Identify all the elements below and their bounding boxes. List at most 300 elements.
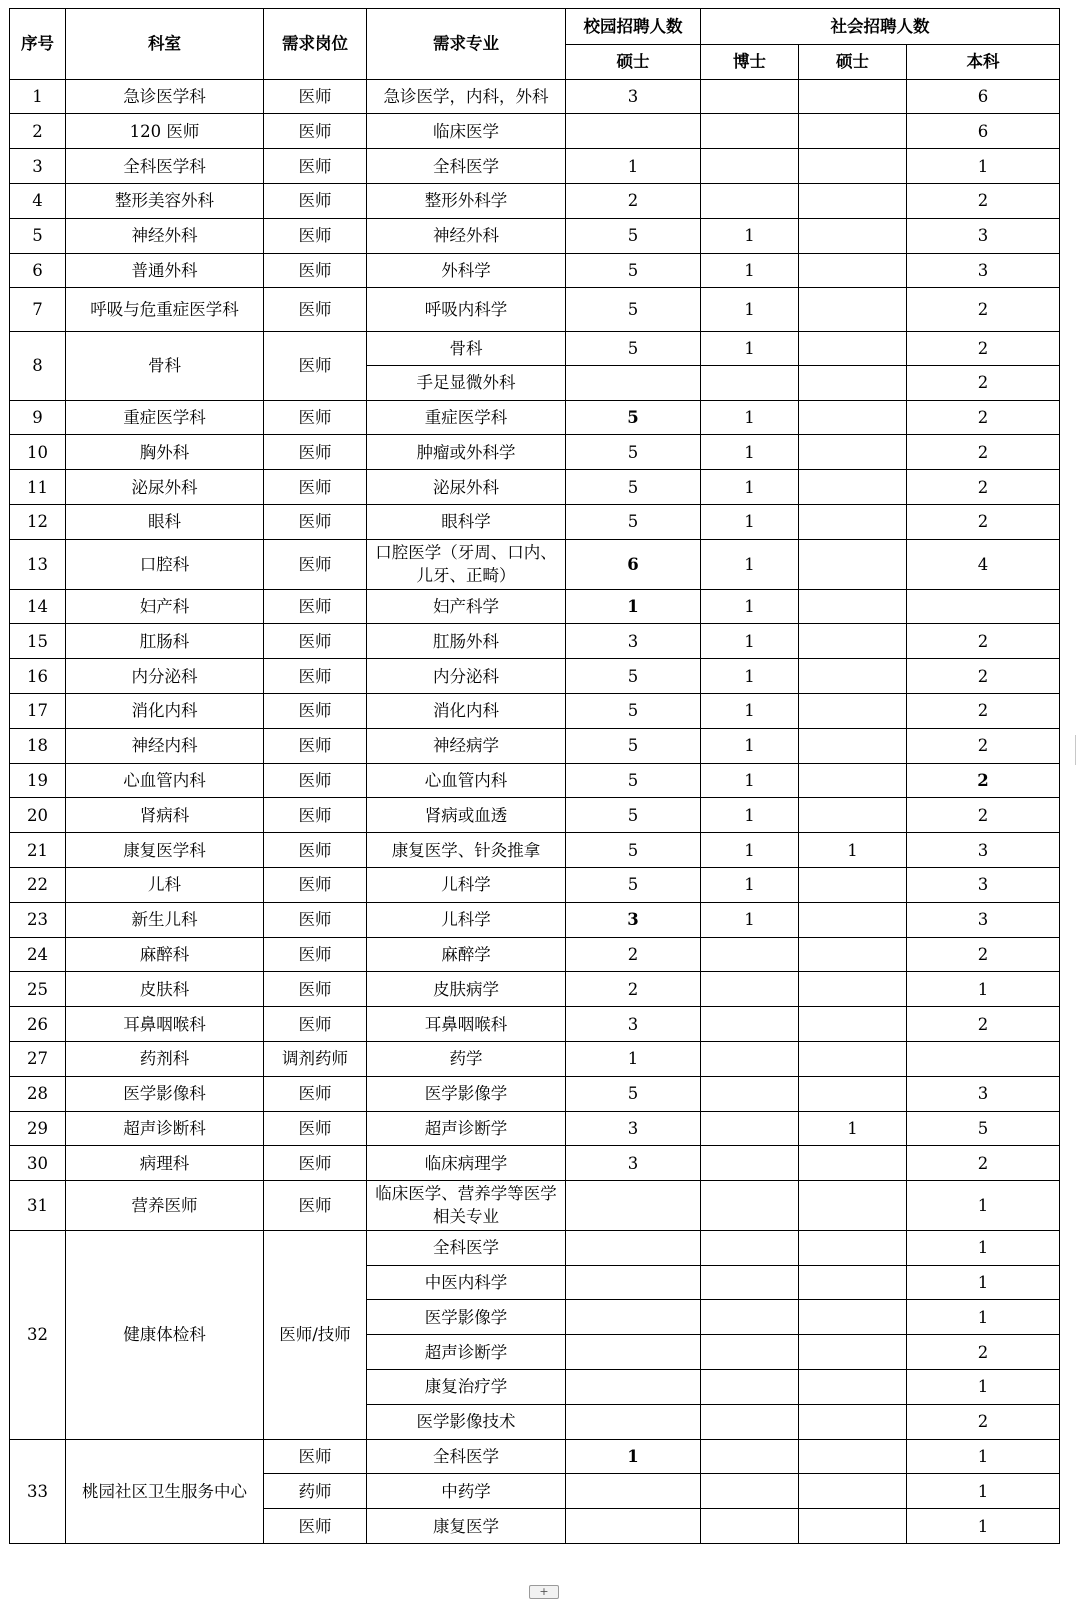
cell-seq: 21 (10, 833, 66, 868)
cell-post: 医师 (264, 624, 367, 659)
cell-post: 医师 (264, 937, 367, 972)
cell-campus-master: 1 (566, 589, 701, 624)
cell-social-bachelor: 2 (907, 798, 1060, 833)
cell-social-doctor (701, 1041, 799, 1076)
cell-social-master (799, 1439, 907, 1474)
cell-social-bachelor (907, 589, 1060, 624)
cell-post: 医师 (264, 972, 367, 1007)
header-social-bachelor: 本科 (907, 44, 1060, 79)
cell-dept: 病理科 (66, 1146, 264, 1181)
cell-campus-master: 5 (566, 659, 701, 694)
cell-social-bachelor: 5 (907, 1111, 1060, 1146)
table-row (10, 763, 1060, 798)
cell-social-doctor: 1 (701, 867, 799, 902)
cell-social-doctor (701, 972, 799, 1007)
cell-social-bachelor: 3 (907, 1076, 1060, 1111)
cell-post: 医师 (264, 867, 367, 902)
cell-major: 耳鼻咽喉科 (367, 1007, 566, 1042)
cell-dept: 儿科 (66, 867, 264, 902)
cell-dept: 皮肤科 (66, 972, 264, 1007)
cell-social-master (799, 972, 907, 1007)
cell-major: 康复医学、针灸推拿 (367, 833, 566, 868)
cell-dept: 整形美容外科 (66, 183, 264, 218)
cell-seq: 10 (10, 435, 66, 470)
cell-social-doctor (701, 149, 799, 184)
table-row (10, 1007, 1060, 1042)
cell-social-master (799, 149, 907, 184)
cell-seq: 9 (10, 400, 66, 435)
cell-seq: 18 (10, 728, 66, 763)
cell-social-master (799, 589, 907, 624)
cell-campus-master: 1 (566, 149, 701, 184)
cell-dept: 耳鼻咽喉科 (66, 1007, 264, 1042)
table-row (10, 1439, 1060, 1474)
cell-dept: 神经内科 (66, 728, 264, 763)
cell-social-master (799, 728, 907, 763)
header-social-doctor: 博士 (701, 44, 799, 79)
cell-social-bachelor: 1 (907, 1230, 1060, 1265)
cell-social-master (799, 624, 907, 659)
cell-dept: 营养医师 (66, 1181, 264, 1231)
cell-social-bachelor: 2 (907, 435, 1060, 470)
cell-seq: 25 (10, 972, 66, 1007)
cell-dept: 眼科 (66, 505, 264, 540)
header-social-group: 社会招聘人数 (701, 9, 1060, 45)
cell-seq: 31 (10, 1181, 66, 1231)
cell-social-master (799, 365, 907, 400)
table-row (10, 1041, 1060, 1076)
cell-social-master (799, 937, 907, 972)
cell-dept: 麻醉科 (66, 937, 264, 972)
cell-dept: 神经外科 (66, 218, 264, 253)
cell-social-bachelor: 2 (907, 659, 1060, 694)
cell-post: 医师 (264, 1439, 367, 1474)
cell-major: 整形外科学 (367, 183, 566, 218)
cell-campus-master: 5 (566, 332, 701, 366)
cell-major: 口腔医学（牙周、口内、儿牙、正畸） (367, 539, 566, 589)
cell-seq: 13 (10, 539, 66, 589)
cell-campus-master: 2 (566, 937, 701, 972)
cell-social-master (799, 798, 907, 833)
cell-seq: 16 (10, 659, 66, 694)
cell-social-bachelor: 1 (907, 1181, 1060, 1231)
cell-major: 儿科学 (367, 867, 566, 902)
cell-major: 呼吸内科学 (367, 288, 566, 332)
cell-social-bachelor: 3 (907, 253, 1060, 288)
cell-post: 医师 (264, 589, 367, 624)
cell-major: 中药学 (367, 1474, 566, 1509)
cell-major: 药学 (367, 1041, 566, 1076)
cell-campus-master (566, 1335, 701, 1370)
cell-social-master (799, 1370, 907, 1405)
cell-social-master (799, 183, 907, 218)
cell-social-bachelor: 2 (907, 288, 1060, 332)
cell-dept: 胸外科 (66, 435, 264, 470)
cell-major: 肾病或血透 (367, 798, 566, 833)
cell-dept: 口腔科 (66, 539, 264, 589)
cell-seq: 15 (10, 624, 66, 659)
cell-campus-master (566, 1265, 701, 1300)
cell-major: 外科学 (367, 253, 566, 288)
table-row (10, 902, 1060, 937)
cell-social-master (799, 470, 907, 505)
table-row (10, 1111, 1060, 1146)
cell-post: 医师 (264, 288, 367, 332)
cell-social-bachelor: 1 (907, 1265, 1060, 1300)
cell-social-master (799, 505, 907, 540)
cell-major: 神经外科 (367, 218, 566, 253)
cell-major: 中医内科学 (367, 1265, 566, 1300)
cell-social-doctor: 1 (701, 470, 799, 505)
cell-social-master: 1 (799, 1111, 907, 1146)
table-row (10, 183, 1060, 218)
cell-major: 内分泌科 (367, 659, 566, 694)
cell-seq: 30 (10, 1146, 66, 1181)
cell-campus-master: 3 (566, 1111, 701, 1146)
cell-social-doctor: 1 (701, 539, 799, 589)
cell-social-doctor: 1 (701, 659, 799, 694)
cell-seq: 19 (10, 763, 66, 798)
cell-social-master (799, 1007, 907, 1042)
cell-seq: 2 (10, 114, 66, 149)
cell-campus-master: 3 (566, 1146, 701, 1181)
cell-campus-master: 1 (566, 1439, 701, 1474)
cell-social-master (799, 1181, 907, 1231)
cell-major: 医学影像技术 (367, 1404, 566, 1439)
cell-major: 神经病学 (367, 728, 566, 763)
cell-major: 眼科学 (367, 505, 566, 540)
cell-post: 医师 (264, 400, 367, 435)
cell-seq: 26 (10, 1007, 66, 1042)
cell-post: 医师 (264, 659, 367, 694)
table-row (10, 1146, 1060, 1181)
cell-social-master (799, 659, 907, 694)
cell-social-bachelor: 6 (907, 114, 1060, 149)
cell-seq: 24 (10, 937, 66, 972)
cell-campus-master: 5 (566, 798, 701, 833)
cell-social-bachelor: 2 (907, 1007, 1060, 1042)
cell-social-master (799, 1041, 907, 1076)
cell-social-master (799, 1146, 907, 1181)
cell-seq: 11 (10, 470, 66, 505)
cell-seq: 7 (10, 288, 66, 332)
cell-major: 骨科 (367, 332, 566, 366)
cell-post: 医师 (264, 902, 367, 937)
cell-social-bachelor: 3 (907, 902, 1060, 937)
cell-dept: 泌尿外科 (66, 470, 264, 505)
cell-dept: 药剂科 (66, 1041, 264, 1076)
cell-post: 医师 (264, 505, 367, 540)
cell-social-doctor: 1 (701, 833, 799, 868)
cell-campus-master: 5 (566, 833, 701, 868)
cell-social-master (799, 114, 907, 149)
table-row (10, 332, 1060, 366)
cell-campus-master: 1 (566, 1041, 701, 1076)
cell-post: 医师 (264, 332, 367, 401)
cell-campus-master: 5 (566, 288, 701, 332)
cell-social-bachelor (907, 1041, 1060, 1076)
table-row (10, 114, 1060, 149)
cell-major: 肛肠外科 (367, 624, 566, 659)
table-row (10, 79, 1060, 114)
cell-social-bachelor: 2 (907, 183, 1060, 218)
cell-social-master (799, 867, 907, 902)
cell-campus-master: 5 (566, 470, 701, 505)
cell-social-bachelor: 6 (907, 79, 1060, 114)
cell-social-bachelor: 1 (907, 1300, 1060, 1335)
table-row (10, 505, 1060, 540)
cell-social-master (799, 1230, 907, 1265)
cell-social-master (799, 400, 907, 435)
cell-post: 医师 (264, 728, 367, 763)
cell-campus-master (566, 365, 701, 400)
cell-social-master (799, 1300, 907, 1335)
cell-social-master (799, 902, 907, 937)
cell-social-master (799, 332, 907, 366)
cell-seq: 14 (10, 589, 66, 624)
cell-social-bachelor: 1 (907, 149, 1060, 184)
cell-social-bachelor: 2 (907, 763, 1060, 798)
cell-social-doctor (701, 1111, 799, 1146)
cell-major: 肿瘤或外科学 (367, 435, 566, 470)
cell-dept: 120 医师 (66, 114, 264, 149)
cell-social-doctor (701, 1439, 799, 1474)
cell-social-bachelor: 2 (907, 937, 1060, 972)
cell-social-doctor: 1 (701, 763, 799, 798)
table-row (10, 833, 1060, 868)
cell-seq: 12 (10, 505, 66, 540)
cell-social-bachelor: 3 (907, 867, 1060, 902)
cell-social-bachelor: 1 (907, 1439, 1060, 1474)
cell-major: 全科医学 (367, 149, 566, 184)
cell-campus-master: 2 (566, 183, 701, 218)
cell-major: 临床医学、营养学等医学相关专业 (367, 1181, 566, 1231)
cell-post: 医师 (264, 763, 367, 798)
cell-dept: 内分泌科 (66, 659, 264, 694)
cell-seq: 28 (10, 1076, 66, 1111)
cell-social-bachelor: 2 (907, 505, 1060, 540)
cell-social-doctor: 1 (701, 589, 799, 624)
cell-seq: 20 (10, 798, 66, 833)
cell-dept: 康复医学科 (66, 833, 264, 868)
cell-major: 急诊医学，内科，外科 (367, 79, 566, 114)
cell-dept: 超声诊断科 (66, 1111, 264, 1146)
cell-major: 医学影像学 (367, 1300, 566, 1335)
cell-seq: 1 (10, 79, 66, 114)
cell-post: 医师 (264, 218, 367, 253)
cell-social-bachelor: 2 (907, 693, 1060, 728)
cell-major: 临床医学 (367, 114, 566, 149)
cell-social-master (799, 539, 907, 589)
cell-seq: 32 (10, 1230, 66, 1439)
cell-social-doctor (701, 114, 799, 149)
cell-social-doctor: 1 (701, 902, 799, 937)
cell-major: 泌尿外科 (367, 470, 566, 505)
cell-social-bachelor: 2 (907, 400, 1060, 435)
cell-post: 医师 (264, 79, 367, 114)
cell-social-doctor: 1 (701, 218, 799, 253)
cell-post: 医师 (264, 253, 367, 288)
cell-dept: 医学影像科 (66, 1076, 264, 1111)
cell-social-doctor (701, 1076, 799, 1111)
cell-social-bachelor: 4 (907, 539, 1060, 589)
cell-social-doctor (701, 183, 799, 218)
cell-dept: 健康体检科 (66, 1230, 264, 1439)
cell-post: 调剂药师 (264, 1041, 367, 1076)
cell-seq: 3 (10, 149, 66, 184)
cell-social-doctor (701, 1370, 799, 1405)
cell-major: 康复医学 (367, 1509, 566, 1544)
cell-campus-master: 5 (566, 218, 701, 253)
cell-campus-master: 5 (566, 763, 701, 798)
cell-social-doctor: 1 (701, 624, 799, 659)
cell-social-master (799, 253, 907, 288)
cell-seq: 23 (10, 902, 66, 937)
recruitment-table (9, 8, 1060, 1544)
cell-major: 临床病理学 (367, 1146, 566, 1181)
cell-major: 超声诊断学 (367, 1111, 566, 1146)
cell-seq: 22 (10, 867, 66, 902)
cell-post: 医师 (264, 435, 367, 470)
cell-campus-master: 3 (566, 1007, 701, 1042)
cell-social-bachelor: 2 (907, 624, 1060, 659)
cell-social-doctor: 1 (701, 253, 799, 288)
cell-campus-master (566, 1181, 701, 1231)
cell-seq: 8 (10, 332, 66, 401)
header-dept: 科室 (66, 9, 264, 80)
table-row (10, 435, 1060, 470)
cell-post: 医师 (264, 798, 367, 833)
table-row (10, 589, 1060, 624)
cell-social-doctor (701, 1300, 799, 1335)
cell-campus-master: 3 (566, 902, 701, 937)
cell-social-master (799, 288, 907, 332)
cell-social-bachelor: 1 (907, 1474, 1060, 1509)
cell-social-doctor: 1 (701, 693, 799, 728)
cell-campus-master: 5 (566, 400, 701, 435)
cell-campus-master (566, 114, 701, 149)
cell-campus-master (566, 1230, 701, 1265)
cell-social-doctor: 1 (701, 332, 799, 366)
cell-seq: 4 (10, 183, 66, 218)
cell-social-doctor (701, 1404, 799, 1439)
cell-major: 全科医学 (367, 1439, 566, 1474)
cell-campus-master: 6 (566, 539, 701, 589)
cell-social-master (799, 1265, 907, 1300)
table-row (10, 693, 1060, 728)
cell-campus-master (566, 1370, 701, 1405)
cell-major: 皮肤病学 (367, 972, 566, 1007)
header-campus-group: 校园招聘人数 (566, 9, 701, 45)
cell-dept: 骨科 (66, 332, 264, 401)
cell-social-bachelor: 2 (907, 728, 1060, 763)
cell-social-master (799, 763, 907, 798)
cell-seq: 29 (10, 1111, 66, 1146)
cell-campus-master (566, 1300, 701, 1335)
cell-social-bachelor: 2 (907, 1146, 1060, 1181)
cell-campus-master: 5 (566, 728, 701, 763)
table-row (10, 659, 1060, 694)
cell-social-bachelor: 2 (907, 365, 1060, 400)
cell-social-doctor (701, 1181, 799, 1231)
table-row (10, 1181, 1060, 1231)
cell-social-master: 1 (799, 833, 907, 868)
cell-social-master (799, 1474, 907, 1509)
cell-dept: 妇产科 (66, 589, 264, 624)
cell-dept: 普通外科 (66, 253, 264, 288)
cell-dept: 心血管内科 (66, 763, 264, 798)
table-row (10, 937, 1060, 972)
cell-social-bachelor: 3 (907, 833, 1060, 868)
cell-social-doctor (701, 1230, 799, 1265)
cell-post: 医师 (264, 1509, 367, 1544)
cell-dept: 重症医学科 (66, 400, 264, 435)
cell-social-master (799, 693, 907, 728)
cell-campus-master (566, 1509, 701, 1544)
cell-social-doctor: 1 (701, 435, 799, 470)
cell-seq: 5 (10, 218, 66, 253)
cell-social-doctor: 1 (701, 400, 799, 435)
table-row (10, 470, 1060, 505)
cell-social-master (799, 1335, 907, 1370)
cell-dept: 肛肠科 (66, 624, 264, 659)
cell-campus-master: 3 (566, 79, 701, 114)
table-row (10, 867, 1060, 902)
cell-major: 儿科学 (367, 902, 566, 937)
cell-major: 麻醉学 (367, 937, 566, 972)
cell-campus-master: 5 (566, 435, 701, 470)
cell-campus-master (566, 1474, 701, 1509)
cell-seq: 33 (10, 1439, 66, 1543)
cell-social-doctor: 1 (701, 288, 799, 332)
cell-campus-master (566, 1404, 701, 1439)
cell-major: 重症医学科 (367, 400, 566, 435)
cell-post: 医师 (264, 114, 367, 149)
table-row (10, 624, 1060, 659)
cell-post: 医师 (264, 693, 367, 728)
header-seq: 序号 (10, 9, 66, 80)
cell-major: 消化内科 (367, 693, 566, 728)
cell-post: 医师 (264, 1111, 367, 1146)
cell-dept: 呼吸与危重症医学科 (66, 288, 264, 332)
add-sheet-button[interactable]: + (529, 1585, 559, 1599)
table-row (10, 728, 1060, 763)
cell-major: 心血管内科 (367, 763, 566, 798)
cell-post: 医师 (264, 149, 367, 184)
cell-post: 医师 (264, 1007, 367, 1042)
cell-social-bachelor: 3 (907, 218, 1060, 253)
cell-major: 全科医学 (367, 1230, 566, 1265)
cell-dept: 全科医学科 (66, 149, 264, 184)
cell-dept: 新生儿科 (66, 902, 264, 937)
header-major: 需求专业 (367, 9, 566, 80)
cell-social-bachelor: 2 (907, 1335, 1060, 1370)
cell-social-doctor (701, 1509, 799, 1544)
cell-post: 医师/技师 (264, 1230, 367, 1439)
cell-major: 医学影像学 (367, 1076, 566, 1111)
cell-social-bachelor: 1 (907, 972, 1060, 1007)
table-body (10, 79, 1060, 1543)
cell-major: 康复治疗学 (367, 1370, 566, 1405)
cell-social-doctor (701, 1474, 799, 1509)
cell-dept: 急诊医学科 (66, 79, 264, 114)
cell-social-bachelor: 2 (907, 470, 1060, 505)
table-row (10, 253, 1060, 288)
header-campus-master: 硕士 (566, 44, 701, 79)
header-post: 需求岗位 (264, 9, 367, 80)
cell-social-master (799, 79, 907, 114)
cell-campus-master: 2 (566, 972, 701, 1007)
